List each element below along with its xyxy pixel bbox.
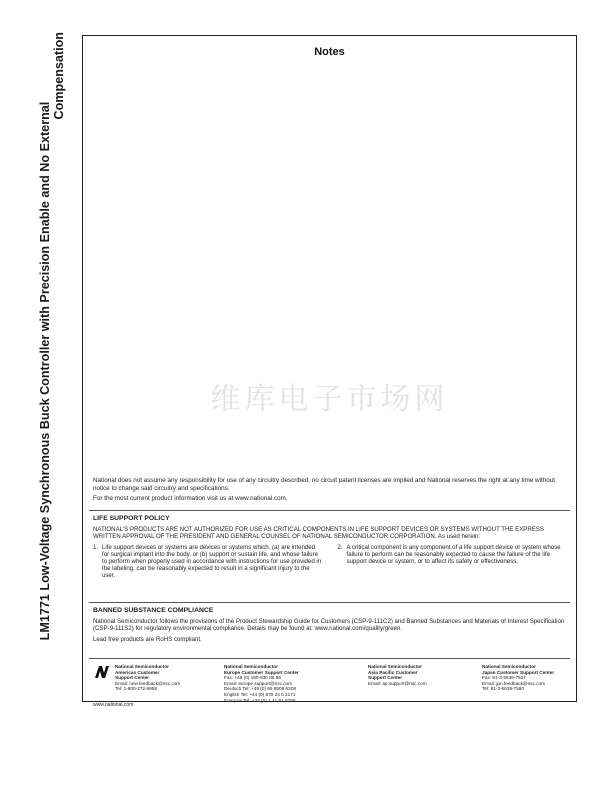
life-support-item-2 — [338, 544, 569, 580]
contact-line: Email: new.feedback@nsc.com — [115, 680, 181, 686]
item-number: 2. — [337, 543, 343, 551]
contact-line: Fax: 81-3-5639-7507 — [482, 675, 526, 681]
item-text: A critical component is any component of a life support device or system whose failure to perform can be reasonably expected to cause the failure of the life support device or system, or to affect its safety or effectiveness. — [346, 543, 561, 566]
notes-title: Notes — [314, 46, 345, 58]
banned-text: National Semiconductor follows the provisions of the Product Stewardship Guide for Customers (CSP-9-111C2) and Banned Substances and Materials of Interest Specification (CSP-9-111S2) for regulatory environmental compliance. Details may be found at: www.national.com/quality/green. — [93, 618, 565, 633]
side-title-line1: LM1771 Low-Voltage Synchronous Buck Controller with Precision Enable and No External — [38, 101, 52, 641]
item-number: 1. — [93, 543, 99, 551]
contact-line: Tel: 1-800-272-9959 — [115, 686, 157, 692]
contact-line: English Tel: +44 (0) 870 24 0 2171 — [224, 691, 296, 697]
contact-line: National Semiconductor — [368, 664, 422, 669]
banned-title: BANNED SUBSTANCE COMPLIANCE — [93, 607, 214, 614]
contact-line: Tel: 81-3-5639-7560 — [482, 686, 524, 692]
contact-line: National Semiconductor — [115, 664, 169, 669]
page-frame — [82, 35, 577, 708]
watermark: 维库电子市场网 — [210, 382, 449, 417]
rohs-text: Lead free products are RoHS compliant. — [93, 635, 202, 643]
side-title-line2: Compensation — [52, 32, 66, 120]
contact-line: Email: jpn.feedback@nsc.com — [482, 680, 546, 686]
disclaimer-website: For the most current product information visit us at www.national.com. — [93, 495, 288, 502]
contact-line: Support Center — [115, 675, 150, 681]
contact-line: Europe Customer Support Center — [224, 669, 299, 675]
item-text: Life support devices or systems are devices or systems which, (a) are intended for surgical implant into the body, or (b) support or sustain life, and whose failure to perform when properly used in accordance with instructions for use provided in the labeling, can be reasonably expected to result in a significant injury to the user. — [102, 543, 322, 580]
website-link[interactable]: www.national.com — [93, 702, 134, 708]
life-support-title: LIFE SUPPORT POLICY — [93, 515, 170, 522]
contact-line: National Semiconductor — [224, 664, 278, 669]
contact-line: Email: europe.support@nsc.com — [224, 680, 293, 686]
contact-line: Français Tel: +33 (0) 1 41 91 8790 — [224, 697, 296, 703]
contact-line: Japan Customer Support Center — [482, 669, 555, 675]
contact-line: National Semiconductor — [482, 664, 536, 669]
disclaimer-text: National does not assume any responsibility for use of any circuitry described, no circuit patent licenses are implied and National reserves the right at any time without notice to change said circuitry and specifications. — [93, 477, 556, 492]
divider — [89, 658, 570, 659]
side-title — [38, 28, 80, 714]
banned-substance-section — [93, 607, 568, 646]
disclaimer — [93, 477, 568, 505]
contact-line: Fax: +49 (0) 180-530 85 86 — [224, 675, 281, 681]
national-semiconductor-logo — [93, 664, 111, 680]
life-support-item-1 — [93, 544, 324, 580]
contact-line: Email: ap.support@nsc.com — [368, 680, 427, 686]
contact-line: Asia Pacific Customer — [368, 669, 418, 675]
divider — [89, 602, 570, 603]
japan-contact — [482, 664, 554, 692]
life-support-intro: NATIONAL'S PRODUCTS ARE NOT AUTHORIZED FOR USE AS CRITICAL COMPONENTS IN LIFE SUPPORT DEVICES OR SYSTEMS WITHOUT THE EXPRESS WRITTEN APPROVAL OF THE PRESIDENT AND GENERAL COUNSEL OF NATIONAL SEMICONDUCTOR CORPORATION. As used herein: — [93, 526, 544, 541]
life-support-section — [93, 515, 568, 580]
divider — [89, 510, 570, 511]
contact-line: Deutsch Tel: +49 (0) 69 9508 6208 — [224, 686, 296, 692]
contact-line: Support Center — [368, 675, 403, 681]
europe-contact — [224, 664, 299, 703]
asia-contact — [368, 664, 427, 686]
americas-contact — [115, 664, 180, 692]
contact-line: Americas Customer — [115, 669, 160, 675]
